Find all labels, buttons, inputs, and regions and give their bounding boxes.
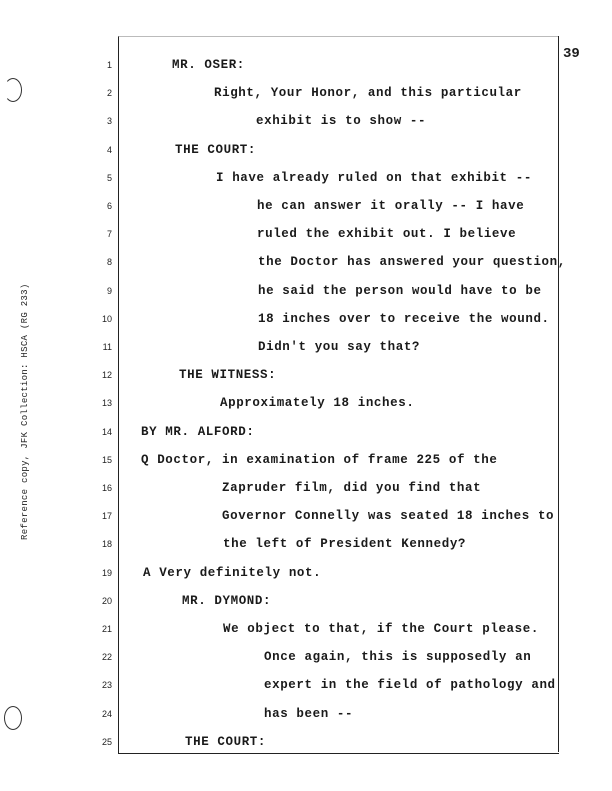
- transcript-line: he said the person would have to be: [258, 283, 542, 298]
- line-number: 24: [101, 708, 112, 719]
- line-number: 13: [101, 398, 112, 409]
- line-number: 20: [101, 595, 112, 606]
- transcript-line: I have already ruled on that exhibit --: [216, 170, 532, 185]
- binder-hole-mark: [4, 78, 22, 102]
- transcript-line: exhibit is to show --: [256, 114, 427, 129]
- line-number: 3: [106, 116, 112, 127]
- transcript-line: Zapruder film, did you find that: [222, 481, 482, 495]
- line-number: 18: [101, 539, 112, 550]
- line-number: 22: [101, 652, 112, 663]
- transcript-line: he can answer it orally -- I have: [257, 199, 525, 213]
- transcript-line: A Very definitely not.: [143, 565, 322, 580]
- line-number: 4: [106, 144, 112, 155]
- line-number: 12: [101, 370, 112, 381]
- line-number: 14: [101, 426, 112, 437]
- transcript-line: MR. OSER:: [172, 58, 245, 72]
- line-number: 2: [106, 88, 112, 99]
- page-border-right: [558, 36, 559, 752]
- transcript-line: BY MR. ALFORD:: [141, 424, 255, 439]
- page-number: 39: [563, 46, 580, 62]
- line-number: 11: [102, 342, 112, 352]
- reference-side-note: Reference copy, JFK Collection: HSCA (RG 233): [20, 283, 30, 540]
- transcript-line: has been --: [264, 706, 354, 721]
- transcript-line: ruled the exhibit out. I believe: [257, 227, 517, 242]
- transcript-line: the Doctor has answered your question,: [258, 255, 566, 270]
- line-number: 9: [106, 285, 112, 296]
- transcript-line: MR. DYMOND:: [182, 593, 272, 608]
- transcript-line: expert in the field of pathology and: [264, 678, 556, 693]
- transcript-line: Governor Connelly was seated 18 inches to: [222, 509, 555, 524]
- line-number: 16: [101, 483, 112, 493]
- transcript-line: 18 inches over to receive the wound.: [258, 311, 550, 326]
- line-number: 15: [101, 454, 112, 465]
- transcript-line: Q Doctor, in examination of frame 225 of the: [141, 452, 498, 467]
- transcript-line: Approximately 18 inches.: [220, 396, 415, 411]
- transcript-line: Right, Your Honor, and this particular: [214, 86, 522, 101]
- line-number: 6: [106, 201, 112, 211]
- line-number: 25: [101, 736, 112, 747]
- transcript-line: THE COURT:: [185, 734, 267, 749]
- line-number: 8: [106, 257, 112, 268]
- transcript-line: the left of President Kennedy?: [223, 537, 467, 552]
- line-number: 23: [101, 680, 112, 691]
- line-number: 5: [106, 172, 112, 183]
- line-number: 21: [101, 624, 112, 634]
- binder-hole-mark-lower: [4, 706, 22, 730]
- line-number: 19: [101, 567, 112, 578]
- line-number: 7: [106, 229, 112, 240]
- line-number: 1: [106, 60, 112, 70]
- transcript-line: Once again, this is supposedly an: [264, 650, 532, 665]
- line-number: 10: [101, 313, 112, 324]
- transcript-line: Didn't you say that?: [258, 340, 421, 354]
- transcript-line: We object to that, if the Court please.: [223, 622, 539, 636]
- transcript-line: THE COURT:: [175, 142, 257, 157]
- transcript-line: THE WITNESS:: [179, 368, 277, 383]
- line-number: 17: [101, 511, 112, 522]
